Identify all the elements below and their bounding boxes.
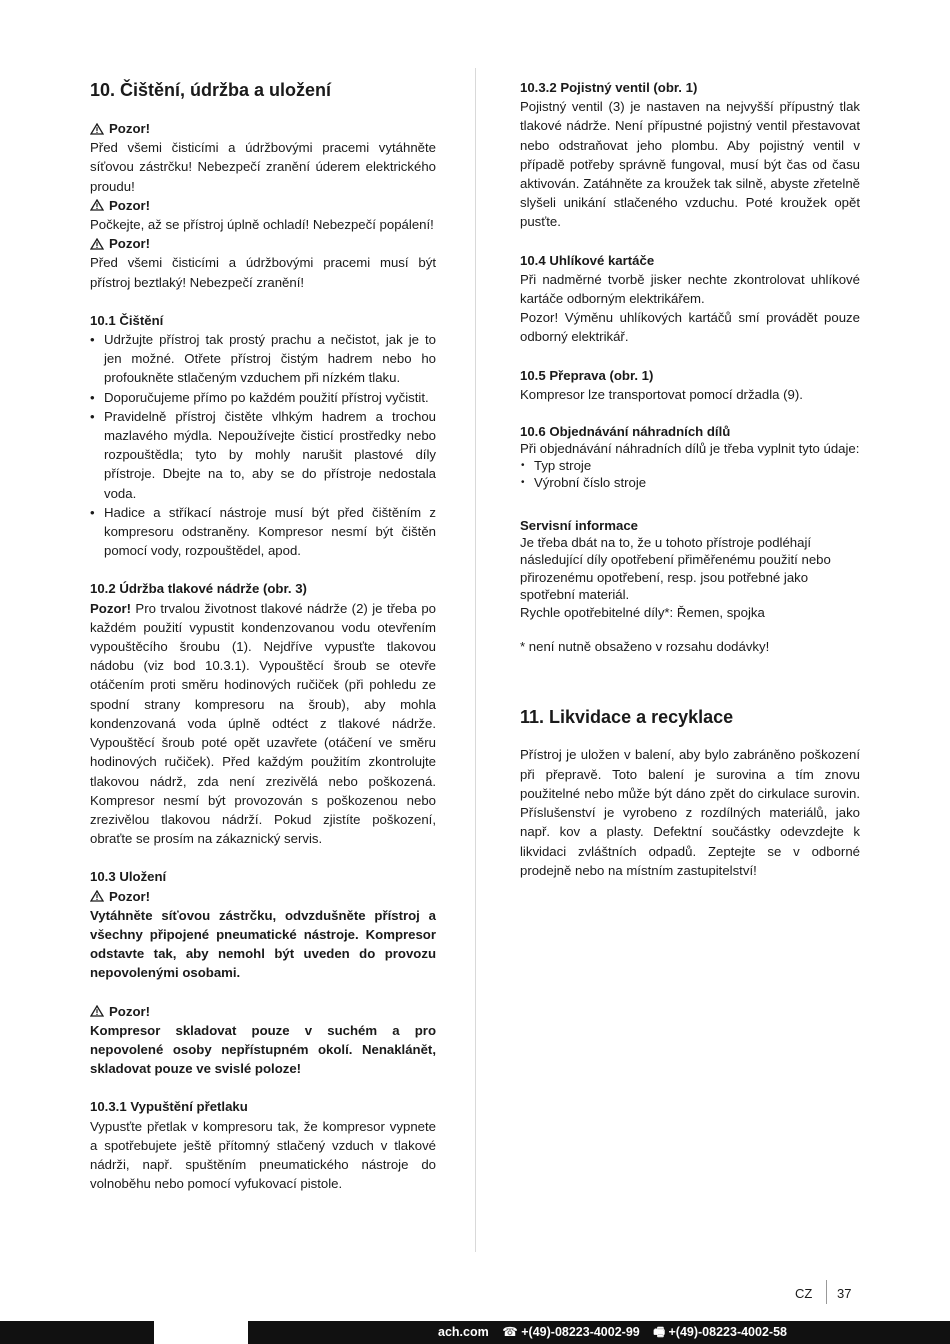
section-10-6-text: Při objednávání náhradních dílů je třeba vyplnit tyto údaje:: [520, 441, 860, 457]
warning-3: [90, 234, 436, 253]
warning-1: [90, 119, 436, 138]
right-column: [520, 78, 860, 880]
section-10-2-body: Pro trvalou životnost tlakové nádrže (2) je třeba po každém použití vypustit kondenzovanou vodu otevřením vypouštěcího šroubu (1). Nejdříve vypusťte tlakovou nádobu (viz bod 10.3.1). Vypouštěcí šroub se otevře otáčením proti směru hodinových ručiček (při pohledu ze spodní strany kompresoru na šroub), aby mohla kondenzovaná voda úplně odtéct z tlakové nádrže. Vypouštěcí šroub poté opět uzavřete (otáčení ve směru hodinových ručiček). Před každým použitím zkontrolujte tlakovou nádrž, zda není zrezivělá nebo poškozená. Kompresor nesmí být provozován s poškozenou nebo zrezivělou tlakovou nádrží. Pokud zjistíte poškození, obraťte se prosím na zákaznický servis.: [90, 600, 436, 847]
list-item: • Typ stroje: [520, 457, 860, 474]
column-divider: [475, 68, 476, 1252]
warning-label: Pozor!: [109, 236, 151, 252]
storage-warning-2: Kompresor skladovat pouze v suchém a pro nepovolené osoby nepřístupném okolí. Nenaklánět, skladovat pouze ve svislé poloze!: [90, 1022, 436, 1077]
warning-2-text: Počkejte, až se přístroj úplně ochladí! Nebezpečí popálení!: [90, 217, 434, 233]
website-text: ach.com: [438, 1325, 489, 1339]
footer-separator: [826, 1280, 827, 1304]
section-11-title: 11. Likvidace a recyklace: [520, 707, 734, 728]
section-10-2-text: [90, 599, 436, 849]
spare-parts-list: [520, 457, 860, 491]
section-10-3-title: 10.3 Uložení: [90, 869, 167, 885]
section-10-3-2-text: Pojistný ventil (3) je nastaven na nejvyšší přípustný tlak tlakové nádrže. Není přípustné pojistný ventil přestavovat nebo odstraňovat jeho plombu. Aby pojistný ventil v případě potřeby správně fungoval, musí být čas od času aktivován. Zatáhněte za kroužek tak silně, abyste zřetelně slyšeli unikání stlačeného vzduchu. Poté kroužek opět pusťte.: [520, 99, 860, 230]
warning-label: Pozor!: [109, 121, 151, 136]
language-code: CZ: [795, 1286, 813, 1301]
contact-info: [438, 1324, 797, 1340]
warning-label: Pozor!: [109, 1003, 151, 1019]
page-number: 37: [837, 1286, 852, 1301]
cleaning-list: [90, 330, 436, 560]
left-column: [90, 78, 436, 1193]
phone-number: ☎ +(49)-08223-4002-99: [502, 1325, 640, 1339]
section-10-4-text-1: Při nadměrné tvorbě jisker nechte zkontrolovat uhlíkové kartáče odborným elektrikářem.: [520, 271, 860, 307]
warning-triangle-icon: [90, 890, 104, 902]
list-item: • Pravidelně přístroj čistěte vlhkým hadrem a trochou mazlavého mýdla. Nepoužívejte čisticí prostředky nebo rozpouštědla; tyto by mohly narušit plastové díly přístroje. Dbejte na to, aby se do přístroje nedostala voda.: [90, 407, 436, 503]
list-item: • Doporučujeme přímo po každém použití přístroj vyčistit.: [90, 388, 436, 407]
section-10-3-2-title: 10.3.2 Pojistný ventil (obr. 1): [520, 80, 698, 95]
service-info-title: Servisní informace: [520, 518, 639, 534]
list-item: • Výrobní číslo stroje: [520, 474, 860, 491]
warning-4: [90, 887, 436, 906]
warning-triangle-icon: [90, 199, 104, 211]
contact-bar-gap: [154, 1321, 248, 1344]
service-info-text: Je třeba dbát na to, že u tohoto přístroje podléhají následující díly opotřebení přiměřenému použití nebo přirozenému opotřebení, resp. jsou potřebné jako spotřební materiál.: [520, 535, 831, 603]
section-10-5-text: Kompresor lze transportovat pomocí držadla (9).: [520, 386, 803, 402]
section-10-5-title: 10.5 Přeprava (obr. 1): [520, 367, 654, 383]
section-10-1-title: 10.1 Čištění: [90, 312, 164, 328]
fax-number: 🖷 +(49)-08223-4002-58: [653, 1325, 787, 1339]
service-info-note: * není nutně obsaženo v rozsahu dodávky!: [520, 639, 770, 655]
warning-2: [90, 196, 436, 215]
section-10-3-1-title: 10.3.1 Vypuštění přetlaku: [90, 1099, 248, 1115]
warning-triangle-icon: [90, 1005, 104, 1017]
service-info-parts: Rychle opotřebitelné díly*: Řemen, spojka: [520, 604, 765, 620]
list-item: • Hadice a stříkací nástroje musí být před čištěním z kompresoru odstraněny. Kompresor nesmí být čištěn pomocí vody, rozpouštědel, apod.: [90, 503, 436, 561]
warning-label: Pozor!: [109, 888, 151, 904]
storage-warning-1: Vytáhněte síťovou zástrčku, odvzdušněte přístroj a všechny připojené pneumatické nástroje. Kompresor odstavte tak, aby nemohl být uveden do provozu nepovolenými osobami.: [90, 907, 436, 981]
warning-triangle-icon: [90, 238, 104, 250]
warning-label: Pozor!: [109, 197, 151, 213]
section-11-text: Přístroj je uložen v balení, aby bylo zabráněno poškození při přepravě. Toto balení je surovina a tím znovu použitelné nebo může být dáno zpět do cirkulace surovin. Příslušenství je vyrobeno z rozdílných materiálů, jako např. kov a plasty. Defektní součástky odevzdejte k likvidaci zvláštních odpadů. Zeptejte se v odborné prodejně nebo na místním zastupitelství!: [520, 747, 860, 878]
section-10-4-text-2: Pozor! Výměnu uhlíkových kartáčů smí provádět pouze odborný elektrikář.: [520, 310, 860, 345]
list-item: • Udržujte přístroj tak prostý prachu a nečistot, jak je to jen možné. Otřete přístroj čistým hadrem nebo ho profoukněte stlačeným vzduchem při nízkém tlaku.: [90, 330, 436, 388]
warning-3-text: Před všemi čisticími a údržbovými pracemi musí být přístroj beztlaký! Nebezpečí zranění!: [90, 255, 436, 290]
section-10-title: 10. Čištění, údržba a uložení: [90, 80, 332, 100]
section-10-2-title: 10.2 Údržba tlakové nádrže (obr. 3): [90, 581, 307, 597]
section-10-4-title: 10.4 Uhlíkové kartáče: [520, 252, 655, 268]
warning-triangle-icon: [90, 123, 104, 135]
section-10-3-1-text: Vypusťte přetlak v kompresoru tak, že kompresor vypnete a spotřebujete ještě přítomný stlačený vzduch v tlakové nádrži, např. spuštěním pneumatického nástroje do volnoběhu nebo pomocí vyfukovací pistole.: [90, 1118, 436, 1192]
warning-1-text: Před všemi čisticími a údržbovými pracemi vytáhněte síťovou zástrčku! Nebezpečí zranění úderem elektrického proudu!: [90, 140, 436, 194]
section-10-6-title: 10.6 Objednávání náhradních dílů: [520, 424, 731, 440]
warning-5: [90, 1002, 436, 1021]
attention-label: Pozor!: [90, 600, 132, 616]
